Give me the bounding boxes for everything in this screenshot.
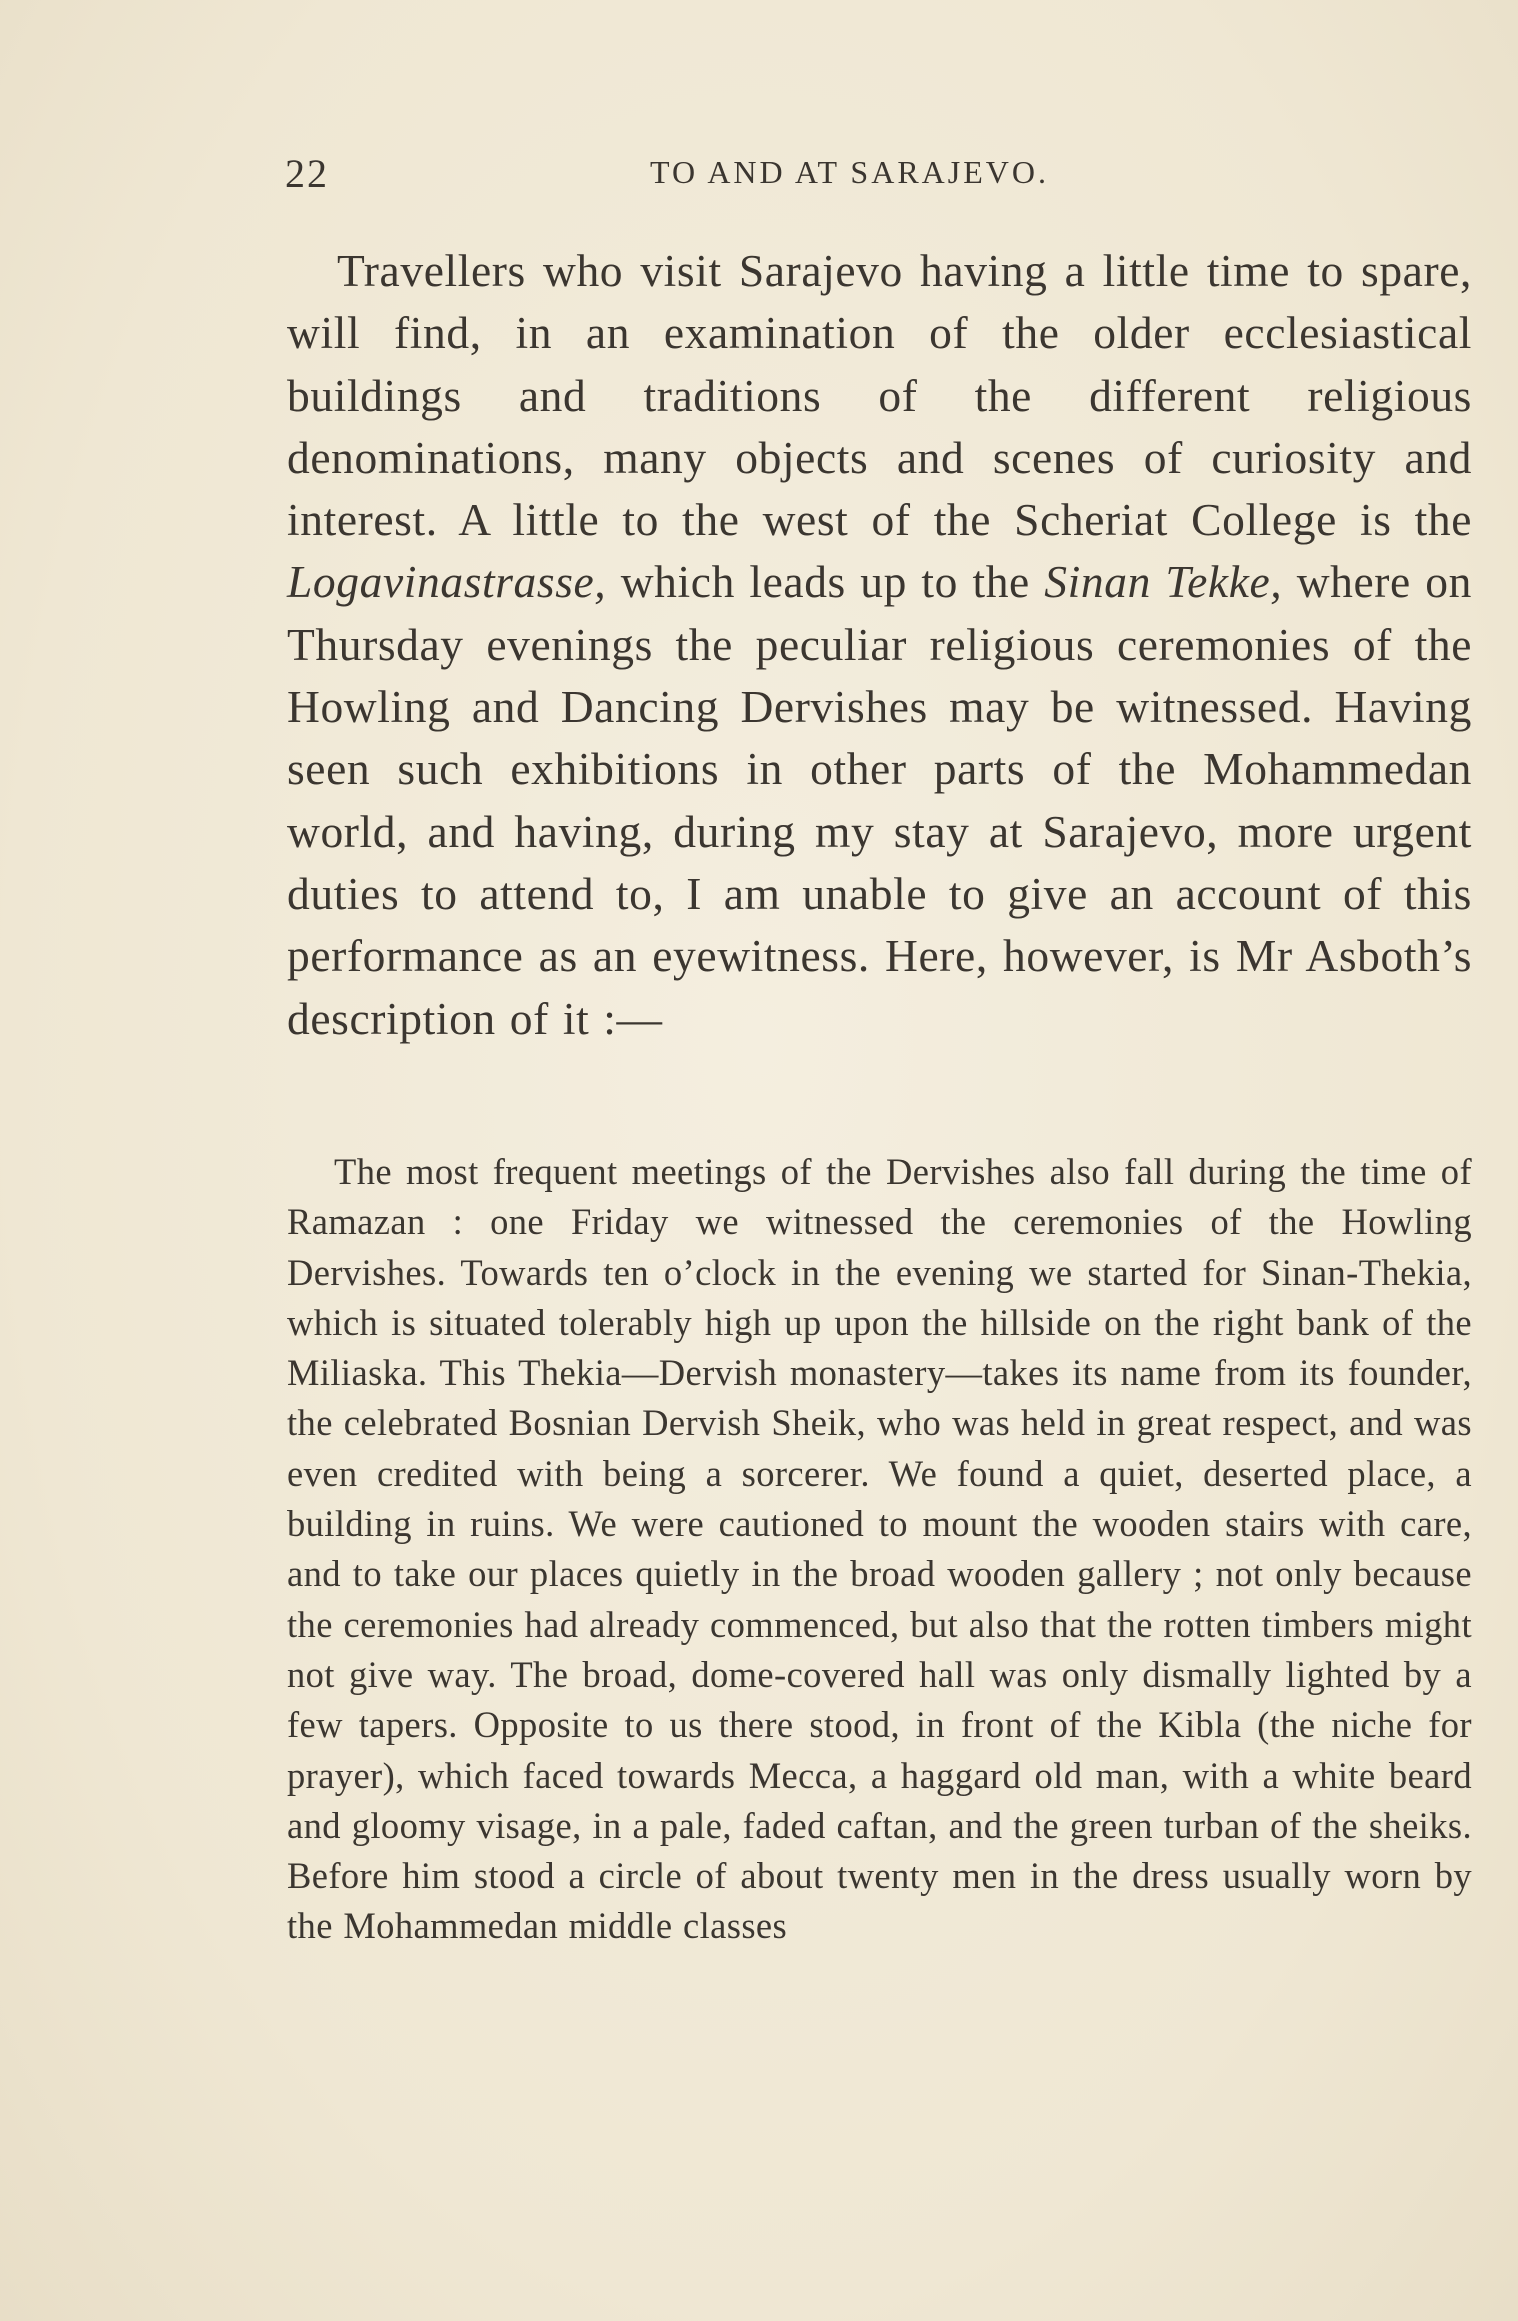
page-header [285,150,1470,200]
paragraph-text-1: Travellers who visit Sarajevo having a little time to spare, will find, in an examination of the older ecclesiastical buildings and traditions of the different religious denominations, many objects and scenes of curiosity and interest. A little to the west of the Scheriat College is the [287,245,1472,546]
street-name-italic: Logavinastrasse, [287,556,607,608]
page-number: 22 [285,151,329,196]
tekke-name-italic: Sinan Tekke, [1044,556,1283,608]
quoted-description: The most frequent meetings of the Dervishes also fall during the time of Ramazan : one Friday we witnessed the ceremonies of the Howling Dervishes. Towards ten o’clock in the evening we started for Sinan-Thekia, which is situated tolerably high up upon the hillside on the right bank of the Miliaska. This Thekia—Dervish monastery—takes its name from its founder, the celebrated Bosnian Dervish Sheik, who was held in great respect, and was even credited with being a sorcerer. We found a quiet, deserted place, a building in ruins. We were cautioned to mount the wooden stairs with care, and to take our places quietly in the broad wooden gallery ; not only because the ceremonies had already commenced, but also that the rotten timbers might not give way. The broad, dome-covered hall was only dismally lighted by a few tapers. Opposite to us there stood, in front of the Kibla (the niche for prayer), which faced towards Mecca, a haggard old man, with a white beard and gloomy visage, in a pale, faded caftan, and the green turban of the sheiks. Before him stood a circle of about twenty men in the dress usually worn by the Mohammedan middle classes [287,1151,1472,1947]
running-head: TO AND AT SARAJEVO. [650,154,1049,190]
paragraph-text-2: which leads up to the [606,556,1045,608]
paragraph-text-3: where on Thursday evenings the peculiar religious ceremonies of the Howling and Dancing Dervishes may be witnessed. Having seen such exhibitions in other parts of the Mohammedan world, and having, during my stay at Sarajevo, more urgent duties to attend to, I am unable to give an account of this performance as an eyewitness. Here, however, is Mr Asboth’s description of it :— [287,556,1472,1044]
main-paragraph [287,240,1472,1050]
